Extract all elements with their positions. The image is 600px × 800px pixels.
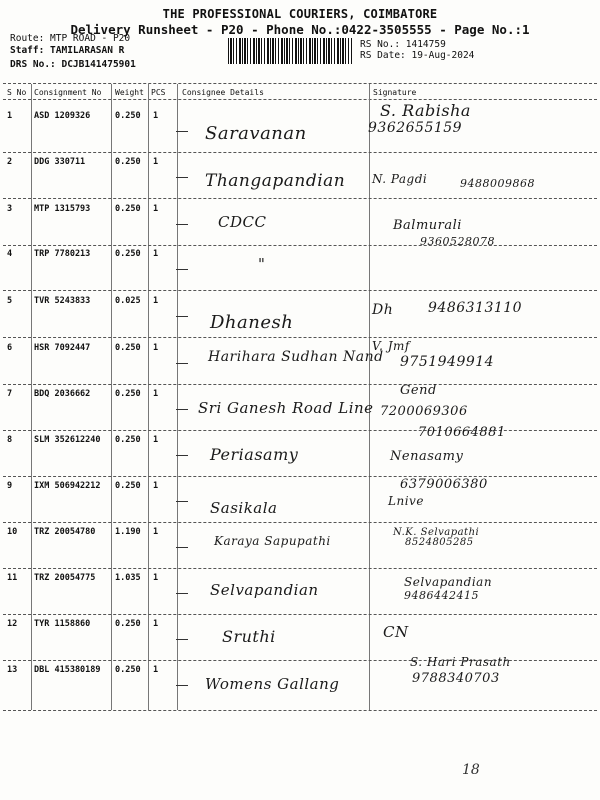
row-pcs: 1 — [153, 296, 159, 306]
row-consignment: IXM 506942212 — [34, 481, 101, 491]
row-sno: 10 — [7, 527, 18, 537]
row-sno: 9 — [7, 481, 13, 491]
row-signature: Selvapandian — [404, 575, 493, 589]
row-consignee: " — [258, 255, 266, 273]
row-consignee: Dhanesh — [210, 312, 294, 333]
row-dash-mark — [176, 547, 188, 548]
row-signature: CN — [383, 623, 409, 641]
row-pcs: 1 — [153, 111, 159, 121]
header-rule-bottom — [3, 99, 597, 100]
row-dash-mark — [176, 639, 188, 640]
row-phone: 7010664881 — [418, 425, 506, 440]
row-consignee: Selvapandian — [210, 581, 319, 599]
row-signature: S. Rabisha — [380, 101, 471, 120]
col-pcs: PCS — [151, 88, 166, 97]
row-dash-mark — [176, 409, 188, 410]
row-dash-mark — [176, 455, 188, 456]
row-phone: 8524805285 — [405, 537, 474, 548]
route-label: Route: MTP ROAD - P20 — [10, 33, 131, 44]
row-consignment: TVR 5243833 — [34, 296, 91, 306]
row-signature: Nenasamy — [390, 449, 464, 464]
row-weight: 0.250 — [115, 157, 141, 167]
col-consignment: Consignment No — [34, 88, 102, 97]
row-dash-mark — [176, 501, 188, 502]
row-sno: 12 — [7, 619, 18, 629]
row-weight: 0.250 — [115, 619, 141, 629]
row-dash-mark — [176, 224, 188, 225]
row-pcs: 1 — [153, 389, 159, 399]
row-pcs: 1 — [153, 249, 159, 259]
row-phone: 9486442415 — [404, 589, 479, 602]
row-consignment: TRZ 20054780 — [34, 527, 96, 537]
row-consignee: CDCC — [218, 213, 267, 231]
row-separator — [3, 522, 597, 523]
row-consignment: DBL 415380189 — [34, 665, 101, 675]
row-sno: 11 — [7, 573, 18, 583]
col-weight: Weight — [115, 88, 144, 97]
row-phone: 7200069306 — [380, 404, 468, 419]
row-dash-mark — [176, 593, 188, 594]
row-separator — [3, 245, 597, 246]
barcode — [228, 38, 352, 64]
row-dash-mark — [176, 131, 188, 132]
row-signature: Dh — [372, 302, 394, 318]
row-signature: Balmurali — [393, 218, 462, 233]
row-separator — [3, 430, 597, 431]
col-consignee: Consignee Details — [182, 88, 264, 97]
row-signature: S. Hari Prasath — [410, 655, 511, 669]
row-consignee: Womens Gallang — [205, 675, 340, 693]
row-consignee: Periasamy — [210, 445, 299, 464]
row-consignment: ASD 1209326 — [34, 111, 91, 121]
row-separator — [3, 568, 597, 569]
row-consignee: Sasikala — [210, 499, 278, 517]
row-signature: N. Pagdi — [372, 172, 428, 186]
row-separator — [3, 384, 597, 385]
row-consignment: TRP 7780213 — [34, 249, 91, 259]
staff-label: Staff: TAMILARASAN R — [10, 45, 125, 56]
row-phone: 9788340703 — [412, 671, 500, 686]
row-consignee: Karaya Sapupathi — [214, 534, 331, 548]
col-signature: Signature — [373, 88, 417, 97]
row-dash-mark — [176, 177, 188, 178]
row-pcs: 1 — [153, 157, 159, 167]
row-weight: 0.250 — [115, 343, 141, 353]
row-sno: 5 — [7, 296, 13, 306]
runsheet-title: Delivery Runsheet - P20 - Phone No.:0422-3505555 - Page No.:1 — [70, 22, 530, 37]
row-separator — [3, 198, 597, 199]
row-weight: 1.035 — [115, 573, 141, 583]
row-dash-mark — [176, 269, 188, 270]
table-rule-bottom — [3, 710, 597, 711]
row-weight: 0.250 — [115, 249, 141, 259]
row-weight: 0.025 — [115, 296, 141, 306]
row-pcs: 1 — [153, 481, 159, 491]
row-dash-mark — [176, 685, 188, 686]
row-sno: 6 — [7, 343, 13, 353]
drs-number: DRS No.: DCJB141475901 — [10, 59, 136, 70]
row-separator — [3, 152, 597, 153]
row-weight: 1.190 — [115, 527, 141, 537]
row-separator — [3, 476, 597, 477]
row-consignee: Sri Ganesh Road Line — [198, 399, 374, 417]
row-weight: 0.250 — [115, 481, 141, 491]
row-sno: 8 — [7, 435, 13, 445]
row-pcs: 1 — [153, 343, 159, 353]
row-signature: Gend — [400, 383, 437, 398]
row-consignment: HSR 7092447 — [34, 343, 91, 353]
row-signature: N.K. Selvapathi — [393, 527, 480, 538]
row-pcs: 1 — [153, 665, 159, 675]
row-consignment: TYR 1158860 — [34, 619, 91, 629]
row-separator — [3, 337, 597, 338]
row-phone: 9362655159 — [368, 120, 463, 136]
row-phone: 6379006380 — [400, 477, 488, 492]
row-consignee: Thangapandian — [205, 171, 346, 191]
row-pcs: 1 — [153, 619, 159, 629]
page-note: 18 — [462, 762, 480, 778]
row-weight: 0.250 — [115, 204, 141, 214]
row-sno: 2 — [7, 157, 13, 167]
row-consignment: MTP 1315793 — [34, 204, 91, 214]
row-consignment: DDG 330711 — [34, 157, 86, 167]
row-dash-mark — [176, 316, 188, 317]
row-signature: V. Jmf — [372, 339, 410, 353]
row-phone: 9360528078 — [420, 235, 495, 248]
row-sno: 4 — [7, 249, 13, 259]
row-pcs: 1 — [153, 573, 159, 583]
row-weight: 0.250 — [115, 665, 141, 675]
row-consignee: Harihara Sudhan Nand — [208, 349, 384, 365]
row-weight: 0.250 — [115, 389, 141, 399]
rs-number: RS No.: 1414759 — [360, 39, 446, 50]
row-sno: 3 — [7, 204, 13, 214]
row-separator — [3, 614, 597, 615]
row-weight: 0.250 — [115, 435, 141, 445]
row-pcs: 1 — [153, 527, 159, 537]
row-sno: 1 — [7, 111, 13, 121]
row-sno: 7 — [7, 389, 13, 399]
row-consignment: TRZ 20054775 — [34, 573, 96, 583]
row-sno: 13 — [7, 665, 18, 675]
row-consignee: Sruthi — [222, 627, 276, 646]
row-signature: Lnive — [388, 494, 424, 508]
row-pcs: 1 — [153, 204, 159, 214]
row-consignment: SLM 352612240 — [34, 435, 101, 445]
row-phone: 9488009868 — [460, 177, 535, 190]
row-phone: 9751949914 — [400, 354, 495, 370]
col-sno: S No — [7, 88, 27, 97]
row-pcs: 1 — [153, 435, 159, 445]
row-consignment: BDQ 2036662 — [34, 389, 91, 399]
header-rule-top — [3, 83, 597, 84]
company-title: THE PROFESSIONAL COURIERS, COIMBATORE — [162, 7, 438, 21]
row-phone: 9486313110 — [428, 300, 523, 316]
row-weight: 0.250 — [115, 111, 141, 121]
row-dash-mark — [176, 363, 188, 364]
row-separator — [3, 290, 597, 291]
rs-date: RS Date: 19-Aug-2024 — [360, 50, 475, 61]
row-consignee: Saravanan — [205, 123, 307, 144]
